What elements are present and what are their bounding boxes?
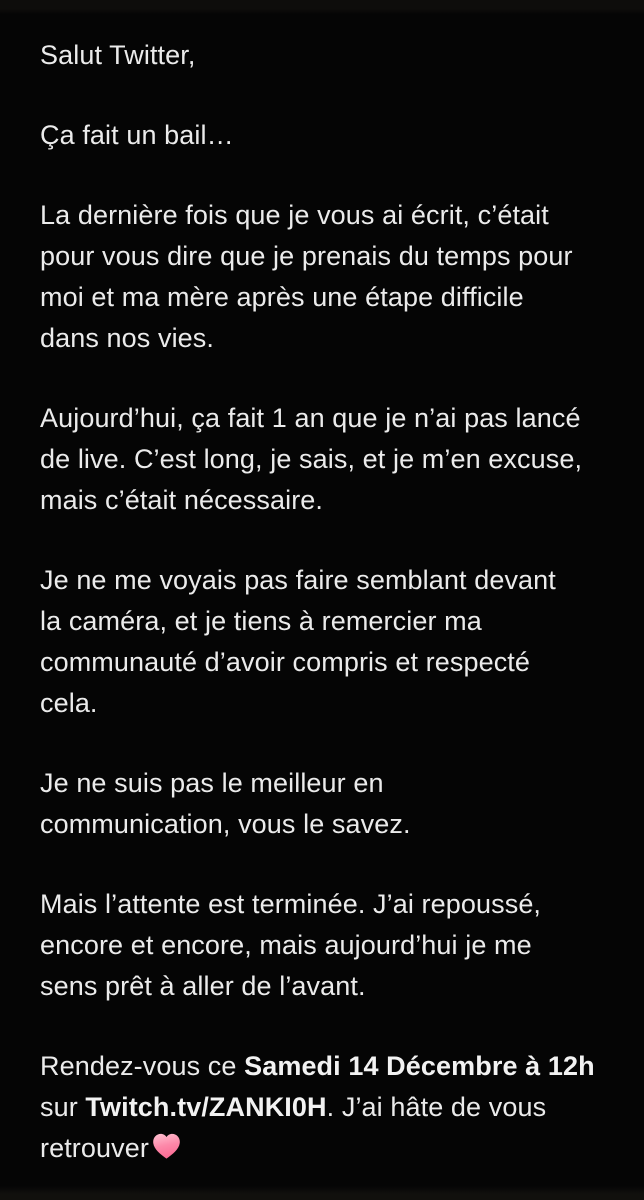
text-line	[40, 925, 608, 966]
text-line	[40, 115, 608, 156]
paragraph	[40, 1046, 608, 1169]
text-line	[40, 601, 608, 642]
text-segment: Aujourd’hui, ça fait 1 an que je n’ai pas lancé	[40, 403, 581, 433]
text-segment: . J’ai hâte de vous	[326, 1092, 547, 1122]
text-line	[40, 884, 608, 925]
text-line	[40, 1046, 608, 1087]
text-line	[40, 318, 608, 359]
paragraph	[40, 115, 608, 156]
text-segment: Mais l’attente est terminée. J’ai repoussé,	[40, 889, 542, 919]
text-segment: de live. C’est long, je sais, et je m’en excuse,	[40, 444, 583, 474]
text-line	[40, 35, 608, 76]
bold-text-segment: Twitch.tv/ZANKI0H	[85, 1092, 327, 1122]
text-line	[40, 439, 608, 480]
text-segment: cela.	[40, 688, 98, 718]
text-segment: moi et ma mère après une étape difficile	[40, 282, 524, 312]
text-line	[40, 966, 608, 1007]
paragraph	[40, 398, 608, 521]
text-line	[40, 1128, 608, 1169]
text-segment: Ça fait un bail…	[40, 120, 234, 150]
text-segment: sens prêt à aller de l’avant.	[40, 971, 366, 1001]
text-segment: pour vous dire que je prenais du temps pour	[40, 241, 573, 271]
bold-text-segment: Samedi 14 Décembre à 12h	[244, 1051, 595, 1081]
text-line	[40, 763, 608, 804]
text-line	[40, 480, 608, 521]
text-segment: communication, vous le savez.	[40, 809, 411, 839]
text-segment: mais c’était nécessaire.	[40, 485, 324, 515]
text-segment: communauté d’avoir compris et respecté	[40, 647, 531, 677]
text-line	[40, 195, 608, 236]
text-line	[40, 804, 608, 845]
text-line	[40, 683, 608, 724]
text-segment: Je ne suis pas le meilleur en	[40, 768, 384, 798]
letter-body	[40, 35, 608, 1169]
text-line	[40, 236, 608, 277]
pink-heart-icon	[152, 1133, 181, 1160]
paragraph	[40, 195, 608, 359]
text-segment: Je ne me voyais pas faire semblant devant	[40, 565, 556, 595]
text-line	[40, 642, 608, 683]
paragraph	[40, 560, 608, 724]
text-segment: la caméra, et je tiens à remercier ma	[40, 606, 482, 636]
paragraph	[40, 35, 608, 76]
text-segment: Rendez-vous ce	[40, 1051, 245, 1081]
paragraph	[40, 763, 608, 845]
text-segment: Salut Twitter,	[40, 40, 196, 70]
text-segment: dans nos vies.	[40, 323, 214, 353]
text-line	[40, 1087, 608, 1128]
text-segment: sur	[40, 1092, 86, 1122]
text-line	[40, 398, 608, 439]
text-line	[40, 277, 608, 318]
paragraph	[40, 884, 608, 1007]
text-segment: encore et encore, mais aujourd’hui je me	[40, 930, 532, 960]
text-segment: La dernière fois que je vous ai écrit, c’était	[40, 200, 549, 230]
text-segment: retrouver	[40, 1133, 149, 1163]
text-line	[40, 560, 608, 601]
